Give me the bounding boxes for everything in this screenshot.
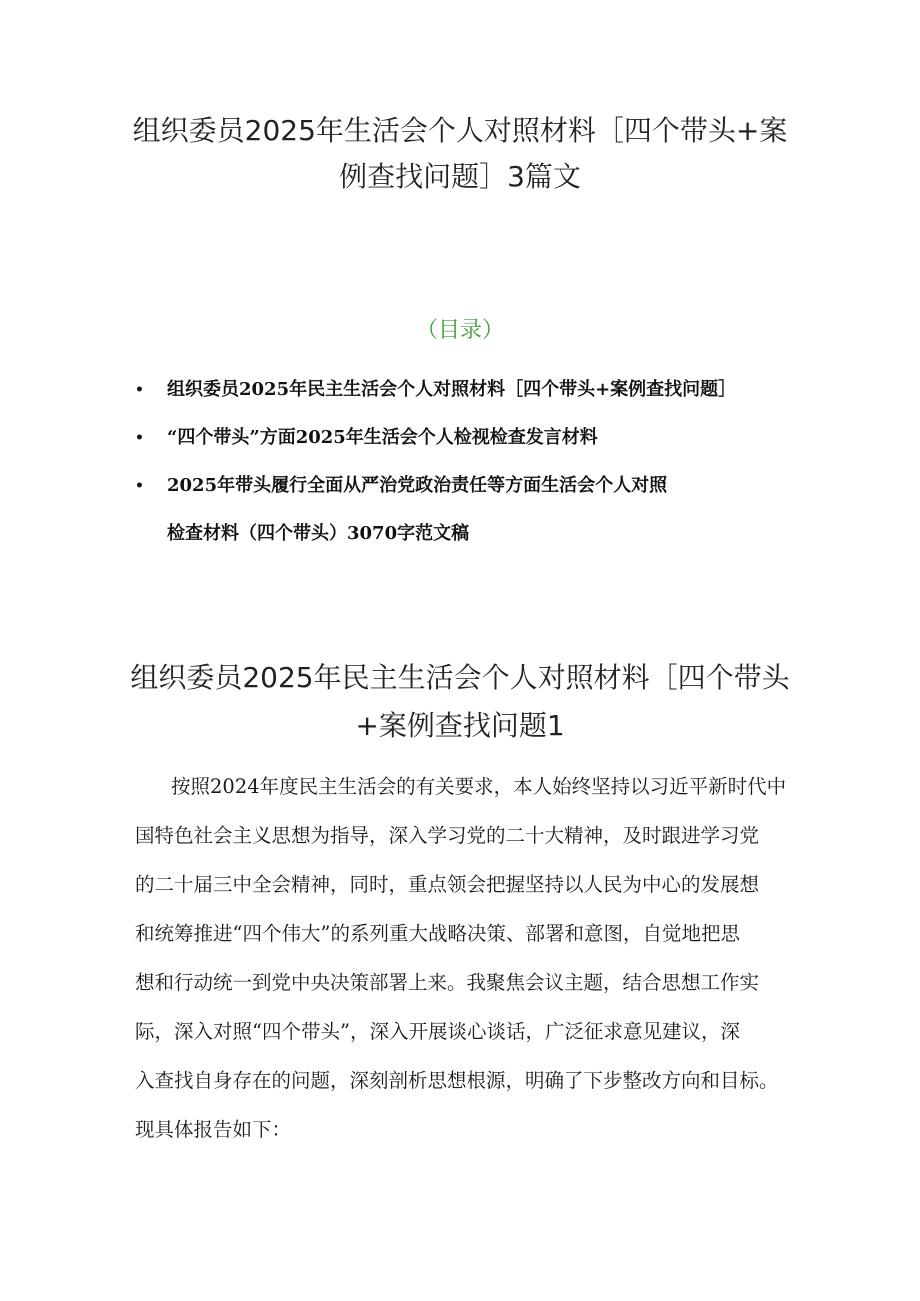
toc-item-label-line-2: 检查材料（四个带头）3070字范文稿 — [167, 523, 470, 544]
body-line: 按照2024年度民主生活会的有关要求，本人始终坚持以习近平新时代中 — [171, 775, 787, 798]
toc-item-label: “四个带头”方面2025年生活会个人检视检查发言材料 — [167, 427, 598, 448]
toc-item-label: 组织委员2025年民主生活会个人对照材料［四个带头+案例查找问题］ — [167, 379, 737, 400]
body-line: 现具体报告如下： — [135, 1118, 292, 1141]
document-title-line-2: 例查找问题］3篇文 — [339, 160, 581, 193]
body-line: 入查找自身存在的问题，深刻剖析思想根源，明确了下步整改方向和目标。 — [135, 1069, 779, 1092]
bullet-icon: • — [135, 430, 144, 446]
section-title-line-2: +案例查找问题1 — [355, 709, 565, 742]
toc-item-label: 2025年带头履行全面从严治党政治责任等方面生活会个人对照 — [167, 475, 668, 496]
document-title — [120, 108, 800, 200]
body-line: 的二十届三中全会精神，同时，重点领会把握坚持以人民为中心的发展想 — [135, 873, 760, 896]
toc-item[interactable] — [135, 366, 815, 414]
toc-item[interactable] — [135, 462, 815, 558]
toc-item[interactable] — [135, 414, 815, 462]
body-paragraph — [135, 762, 795, 1154]
toc-heading: （目录） — [415, 318, 504, 343]
body-line: 和统筹推进“四个伟大”的系列重大战略决策、部署和意图，自觉地把思 — [135, 922, 740, 945]
toc-list — [135, 366, 815, 558]
body-line: 想和行动统一到党中央决策部署上来。我聚焦会议主题，结合思想工作实 — [135, 971, 760, 994]
bullet-icon: • — [135, 478, 144, 494]
bullet-icon: • — [135, 382, 144, 398]
body-line: 际，深入对照“四个带头”，深入开展谈心谈话，广泛征求意见建议，深 — [135, 1020, 740, 1043]
section-title-line-1: 组织委员2025年民主生活会个人对照材料［四个带头 — [130, 661, 790, 694]
section-title — [120, 654, 800, 750]
document-title-line-1: 组织委员2025年生活会个人对照材料［四个带头+案 — [132, 114, 788, 147]
body-line: 国特色社会主义思想为指导，深入学习党的二十大精神，及时跟进学习党 — [135, 824, 760, 847]
